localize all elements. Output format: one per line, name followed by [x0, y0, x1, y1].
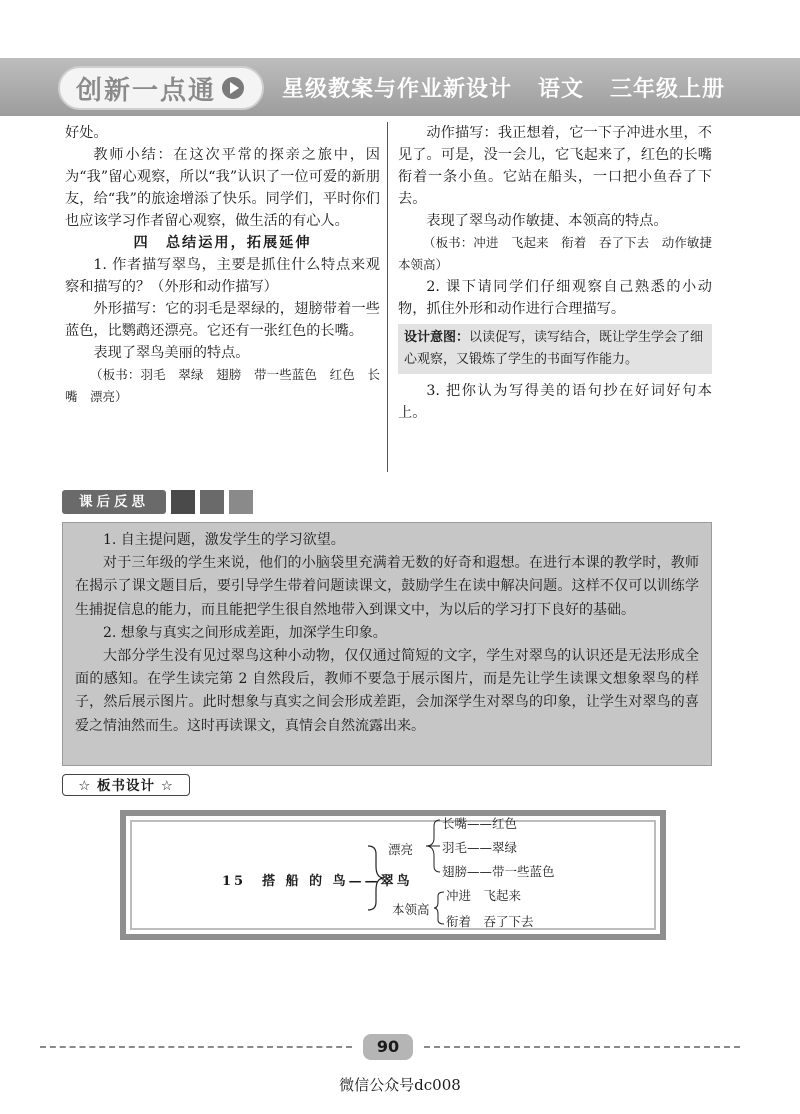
- tag-square-decoration: [171, 490, 195, 514]
- reflection-box: [62, 522, 712, 766]
- board-item: 冲进 飞起来: [446, 888, 522, 903]
- paragraph: 2. 课下请同学们仔细观察自己熟悉的小动物，抓住外形和动作进行合理描写。: [398, 279, 712, 317]
- board-item: 羽毛——翠绿: [442, 840, 518, 855]
- paragraph: 外形描写：它的羽毛是翠绿的，翅膀带着一些蓝色，比鹦鹉还漂亮。它还有一张红色的长嘴。: [65, 301, 380, 339]
- design-intent-text: 以读促写，读写结合，既让学生学会了细心观察，又锻炼了学生的书面写作能力。: [404, 330, 704, 367]
- paragraph: 3. 把你认为写得美的语句抄在好词好句本上。: [398, 383, 712, 421]
- left-column: [65, 122, 380, 408]
- board-branch-beautiful: 漂亮: [388, 842, 414, 857]
- play-icon: [222, 77, 244, 99]
- paragraph: 教师小结：在这次平常的探亲之旅中，因为“我”留心观察，所以“我”认识了一位可爱的新朋友，给“我”的旅途增添了快乐。同学们，平时你们也应该学习作者留心观察，做生活的有心人。: [65, 147, 380, 229]
- column-divider: [387, 122, 388, 472]
- board-item: 翅膀——带一些蓝色: [442, 864, 555, 879]
- header-title: 星级教案与作业新设计 语文 三年级上册: [282, 77, 725, 102]
- design-intent-label: 设计意图：: [404, 330, 470, 345]
- tag-square-decoration: [200, 490, 224, 514]
- footer-dash-right: [424, 1046, 740, 1048]
- paragraph: （板书：冲进 飞起来 衔着 吞了下去 动作敏捷 本领高）: [398, 235, 725, 272]
- tag-square-decoration: [229, 490, 253, 514]
- paragraph: 四 总结运用，拓展延伸: [133, 235, 312, 251]
- right-column: [398, 122, 725, 424]
- reflection-paragraph: 2. 想象与真实之间形成差距，加深学生印象。: [103, 624, 387, 641]
- blackboard-frame: [120, 810, 666, 940]
- board-design-tag: ☆ 板书设计 ☆: [62, 774, 190, 796]
- paragraph: （板书：羽毛 翠绿 翅膀 带一些蓝色 红色 长嘴 漂亮）: [65, 367, 380, 404]
- board-item: 长嘴——红色: [442, 816, 518, 831]
- wechat-watermark: 微信公众号dc008: [339, 1076, 461, 1094]
- reflection-paragraph: 对于三年级的学生来说，他们的小脑袋里充满着无数的好奇和遐想。在进行本课的教学时，教师在揭示了课文题目后，要引导学生带着问题读课文，鼓励学生在读中解决问题。这样不仅可以训练学生捕捉信息的能力，而且能把学生很自然地带入到课文中，为以后的学习打下良好的基础。: [75, 555, 699, 618]
- board-item: 衔着 吞了下去: [446, 914, 534, 929]
- page-number: 90: [363, 1034, 413, 1060]
- design-intent-box: [398, 324, 712, 374]
- board-title: 15 搭 船 的 鸟——翠鸟: [222, 874, 413, 889]
- reflection-paragraph: 大部分学生没有见过翠鸟这种小动物，仅仅通过简短的文字，学生对翠鸟的认识还是无法形成全面的感知。在学生读完第 2 自然段后，教师不要急于展示图片，而是先让学生读课文想象翠鸟的样子，然后展示图片。此时想象与真实之间会形成差距，会加深学生对翠鸟的印象，让学生对翠鸟的喜爱之情油然而生。这时再读课文，真情会自然流露出来。: [75, 648, 699, 734]
- paragraph: 动作描写：我正想着，它一下子冲进水里，不见了。可是，没一会儿，它飞起来了，红色的长嘴衔着一条小鱼。它站在船头，一口把小鱼吞了下去。: [398, 125, 712, 207]
- paragraph: 好处。: [65, 125, 108, 141]
- paragraph: 表现了翠鸟美丽的特点。: [93, 345, 250, 361]
- paragraph: 1. 作者描写翠鸟，主要是抓住什么特点来观察和描写的？（外形和动作描写）: [65, 257, 380, 295]
- brand-text: 创新一点通: [76, 75, 217, 106]
- brand-badge: [58, 66, 264, 110]
- paragraph: 表现了翠鸟动作敏捷、本领高的特点。: [426, 213, 668, 229]
- board-branch-skill: 本领高: [392, 902, 430, 917]
- footer-dash-left: [40, 1046, 352, 1048]
- reflection-paragraph: 1. 自主提问题，激发学生的学习欲望。: [103, 532, 345, 548]
- reflection-tag: 课后反思: [62, 490, 166, 514]
